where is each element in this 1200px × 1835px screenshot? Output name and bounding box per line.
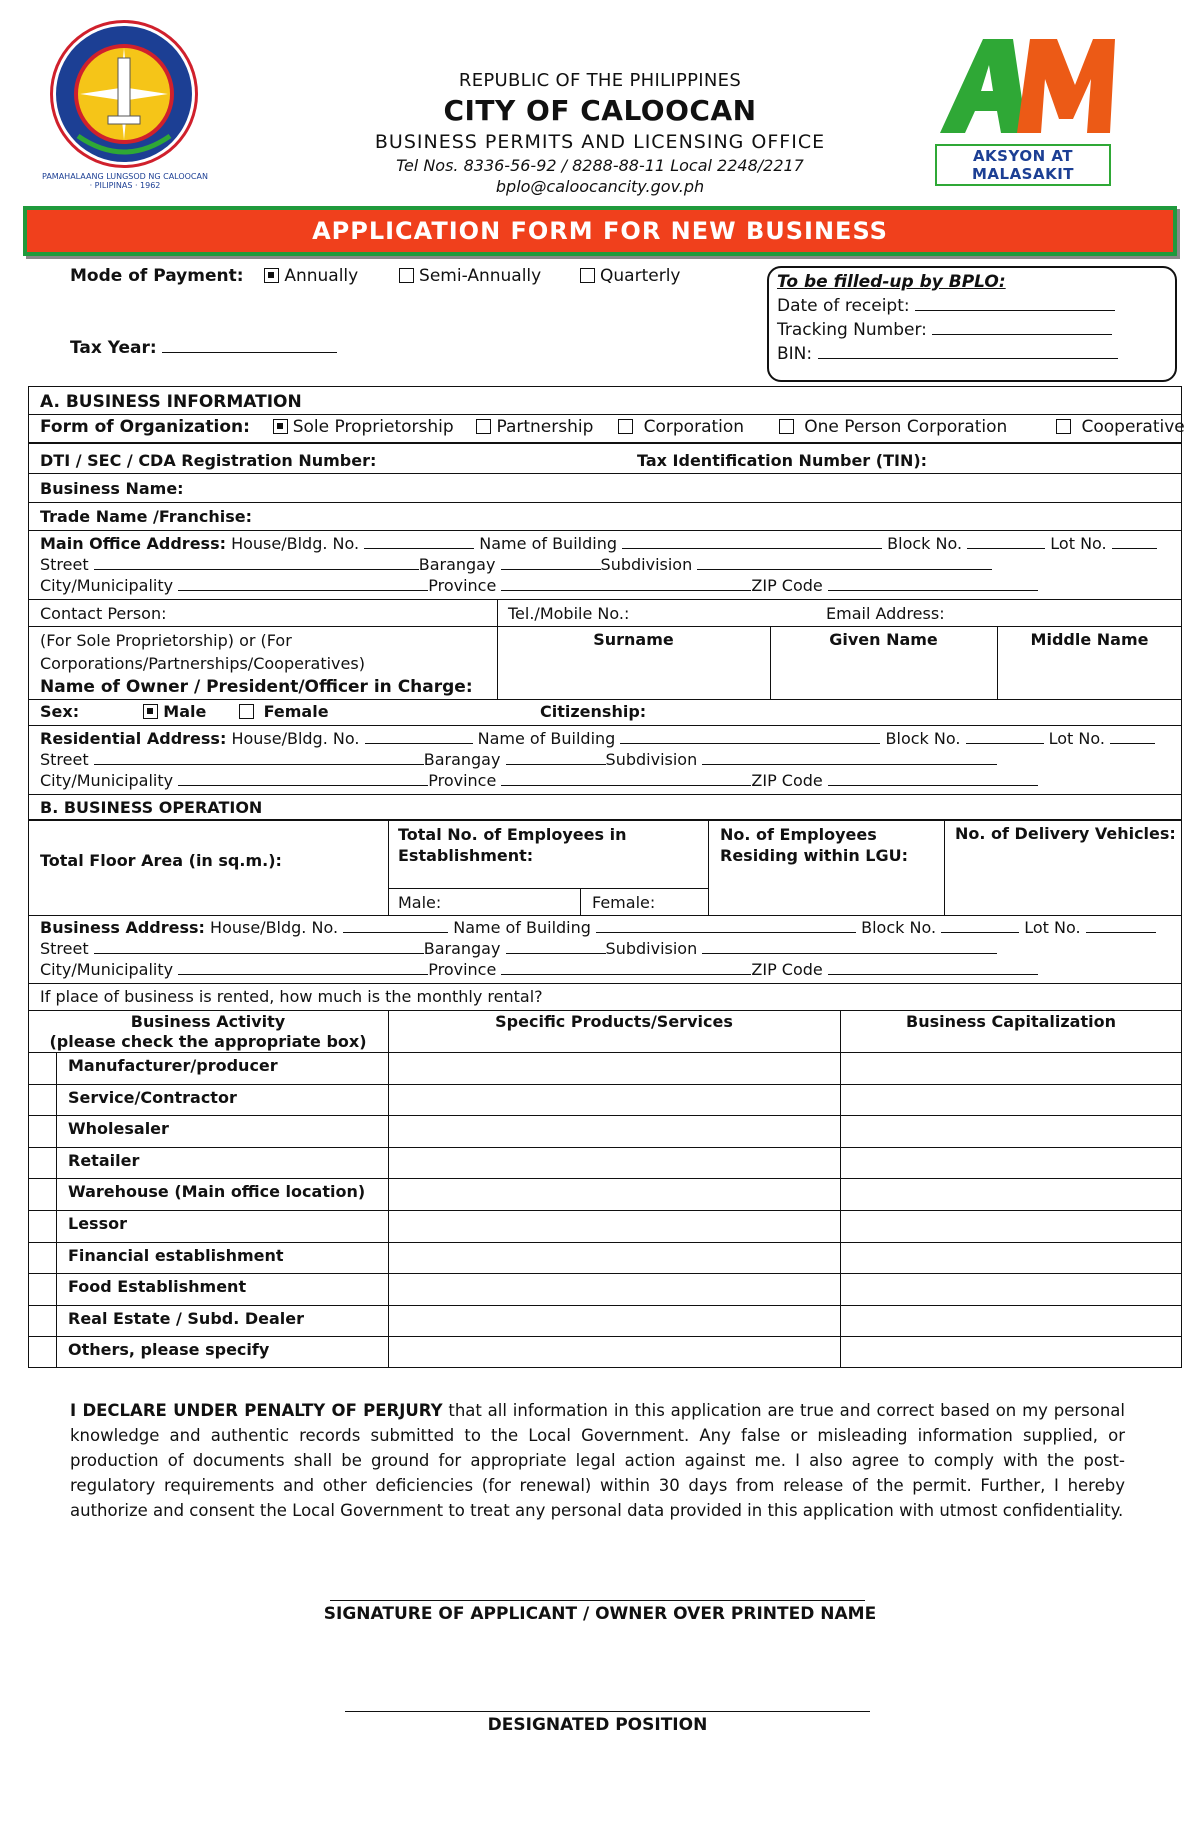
activity-capital-cell[interactable] [840,1084,1182,1116]
sex-label: Sex: [40,702,80,721]
res-lot-field[interactable] [1110,729,1155,744]
activity-label: Food Establishment [68,1277,247,1297]
biz-subdivision-field[interactable] [702,939,997,954]
org-row [40,417,1185,437]
res-block-label: Block No. [885,729,961,748]
activity-capital-cell[interactable] [840,1115,1182,1147]
biz-block-field[interactable] [941,918,1019,933]
res-city-label: City/Municipality [40,771,174,790]
biz-building-label: Name of Building [453,918,591,937]
tin-label: Tax Identification Number (TIN): [637,451,928,470]
activity-products-cell[interactable] [388,1210,840,1242]
payment-quarterly-label: Quarterly [600,266,681,286]
seal-caption: PAMAHALAANG LUNGSOD NG CALOOCAN · PILIPINAS · 1962 [42,172,208,190]
bin-label: BIN: [777,344,813,364]
signature-line[interactable] [330,1600,865,1601]
tax-year-label: Tax Year: [70,338,157,358]
activity-capital-cell[interactable] [840,1336,1182,1368]
biz-block-label: Block No. [861,918,937,937]
res-barangay-field[interactable] [506,750,606,765]
section-a-heading: A. BUSINESS INFORMATION [40,392,302,412]
city-title: CITY OF CALOOCAN [443,94,757,127]
biz-barangay-field[interactable] [506,939,606,954]
activity-checkbox[interactable] [28,1273,56,1305]
biz-lot-label: Lot No. [1024,918,1081,937]
header-text [300,70,900,196]
receipt-date-label: Date of receipt: [777,296,910,316]
res-zip-label: ZIP Code [751,771,823,790]
payment-annually-label: Annually [284,266,359,286]
org-corporation-label: Corporation [643,417,745,437]
main-office-label: Main Office Address: [40,534,226,553]
res-lot-label: Lot No. [1048,729,1105,748]
activity-label: Lessor [68,1214,127,1233]
activity-label: Financial establishment [68,1245,284,1265]
activity-products-cell[interactable] [388,1115,840,1147]
section-b-heading: B. BUSINESS OPERATION [40,798,263,817]
res-subdivision-field[interactable] [702,750,997,765]
tracking-number-label: Tracking Number: [777,320,927,340]
res-block-field[interactable] [966,729,1044,744]
mo-province-field[interactable] [501,576,751,591]
female-employees-label: Female: [592,893,656,912]
mo-street-label: Street [40,555,89,574]
res-city-field[interactable] [178,771,428,786]
activity-products-cell[interactable] [388,1242,840,1274]
position-line[interactable] [345,1711,870,1712]
activity-capital-cell[interactable] [840,1210,1182,1242]
org-opc-label: One Person Corporation [804,417,1008,437]
main-office-row-2 [40,555,992,574]
mo-block-label: Block No. [887,534,963,553]
residential-label: Residential Address: [40,729,227,748]
mo-zip-field[interactable] [828,576,1038,591]
activity-capital-cell[interactable] [840,1178,1182,1210]
mo-street-field[interactable] [94,555,419,570]
biz-row-2 [40,939,997,958]
activity-row [28,1242,1182,1274]
activity-checkbox[interactable] [28,1210,56,1242]
form-title: APPLICATION FORM FOR NEW BUSINESS [312,217,888,245]
mo-house-field[interactable] [364,534,474,549]
res-row-2 [40,750,997,769]
res-building-label: Name of Building [477,729,616,748]
business-address-label: Business Address: [40,918,205,937]
bplo-box [767,266,1177,382]
floor-area-label: Total Floor Area (in sq.m.): [40,851,282,870]
contact-label: Contact Person: [40,604,167,623]
mo-city-label: City/Municipality [40,576,174,595]
sex-male-label: Male [163,702,207,721]
res-province-field[interactable] [501,771,751,786]
payment-annually-checkbox[interactable] [264,268,279,283]
lgu-employees-label: No. of Employees Residing within LGU: [720,825,908,865]
email-address-label: Email Address: [826,604,945,623]
activity-products-cell[interactable] [388,1147,840,1179]
sex-female-label: Female [263,702,329,721]
activity-products-cell[interactable] [388,1052,840,1084]
org-cooperative-label: Cooperative [1081,417,1185,437]
biz-barangay-label: Barangay [423,939,501,958]
org-corporation-checkbox[interactable] [618,419,633,434]
activity-checkbox[interactable] [28,1336,56,1368]
office-label: BUSINESS PERMITS AND LICENSING OFFICE [374,131,826,153]
biz-house-label: House/Bldg. No. [210,918,339,937]
activity-checkbox[interactable] [28,1242,56,1274]
declaration-body: that all information in this application are true and correct based on my personal knowledge and authentic records submitted to the Local Government. Any false or misleading information supplied, or production of documents shall be ground for appropriate legal action against me. I also agree to comply with the post-regulatory requirements and other deficiencies (for renewal) within 30 days from release of the permit. Further, I hereby authorize and consent the Local Government to treat any personal data provided in this application with utmost confidentiality. [70,1401,1125,1520]
title-banner [23,206,1177,256]
republic-label: REPUBLIC OF THE PHILIPPINES [458,70,742,91]
capital-header: Business Capitalization [906,1012,1116,1031]
res-house-label: House/Bldg. No. [231,729,360,748]
res-barangay-label: Barangay [423,750,501,769]
res-street-label: Street [40,750,89,769]
activity-capital-cell[interactable] [840,1242,1182,1274]
activity-header-line1: Business Activity [130,1012,286,1031]
org-sole-label: Sole Proprietorship [292,417,454,437]
activity-products-cell[interactable] [388,1336,840,1368]
sex-female-checkbox[interactable] [239,704,254,719]
activity-row [28,1178,1182,1210]
activity-row [28,1115,1182,1147]
activity-checkbox[interactable] [28,1305,56,1337]
activity-label: Others, please specify [68,1340,270,1360]
declaration [70,1398,1125,1523]
tax-year-row [70,338,337,358]
payment-semiannual-label: Semi-Annually [419,266,542,286]
dti-label: DTI / SEC / CDA Registration Number: [40,451,377,470]
mo-subdivision-label: Subdivision [600,555,693,574]
male-employees-label: Male: [398,893,442,912]
res-street-field[interactable] [94,750,424,765]
activity-checkbox[interactable] [28,1115,56,1147]
mo-lot-field[interactable] [1112,534,1157,549]
signature-label: SIGNATURE OF APPLICANT / OWNER OVER PRINTED NAME [323,1604,877,1624]
res-row-3 [40,771,1038,790]
activity-capital-cell[interactable] [840,1305,1182,1337]
mo-lot-label: Lot No. [1050,534,1107,553]
activity-header [28,1012,388,1052]
biz-row-1 [40,918,1156,937]
activity-header-line2: (please check the appropriate box) [49,1032,367,1051]
activity-row [28,1336,1182,1368]
position-label: DESIGNATED POSITION [487,1715,708,1735]
activity-checkbox[interactable] [28,1178,56,1210]
res-building-field[interactable] [620,729,880,744]
activity-label: Service/Contractor [68,1087,237,1107]
biz-city-field[interactable] [178,960,428,975]
given-name-label: Given Name [829,630,938,649]
tel-label: Tel Nos. 8336-56-92 / 8288-88-11 Local 2248/2217 [396,156,804,175]
mo-block-field[interactable] [967,534,1045,549]
mo-city-field[interactable] [178,576,428,591]
biz-province-label: Province [428,960,497,979]
activity-label: Warehouse (Main office location) [68,1182,366,1202]
receipt-date-field[interactable] [915,296,1115,311]
tax-year-field[interactable] [162,338,337,353]
delivery-vehicles-label: No. of Delivery Vehicles: [955,824,1176,843]
tel-mobile-label: Tel./Mobile No.: [508,604,630,623]
mo-province-label: Province [428,576,497,595]
payment-semiannual-checkbox[interactable] [399,268,414,283]
declaration-lead: I DECLARE UNDER PENALTY OF PERJURY [70,1401,443,1420]
org-partnership-label: Partnership [496,417,594,437]
mo-barangay-label: Barangay [418,555,496,574]
middle-name-label: Middle Name [1030,630,1149,649]
owner-label: Name of Owner / President/Officer in Charge: [40,677,473,697]
res-house-field[interactable] [365,729,473,744]
mo-zip-label: ZIP Code [751,576,823,595]
email-label: bplo@caloocancity.gov.ph [495,177,705,196]
activity-label: Wholesaler [68,1119,169,1139]
mo-building-label: Name of Building [479,534,617,553]
org-partnership-checkbox[interactable] [476,419,491,434]
activity-products-cell[interactable] [388,1273,840,1305]
sex-male-checkbox[interactable] [143,704,158,719]
activity-row [28,1147,1182,1179]
biz-house-field[interactable] [343,918,448,933]
surname-label: Surname [593,630,674,649]
activity-row [28,1210,1182,1242]
activity-label: Retailer [68,1150,140,1170]
citizenship-label: Citizenship: [540,702,647,721]
org-cooperative-checkbox[interactable] [1056,419,1071,434]
org-opc-checkbox[interactable] [779,419,794,434]
am-logo [935,35,1115,183]
rental-label: If place of business is rented, how much is the monthly rental? [40,987,543,1006]
activity-checkbox[interactable] [28,1084,56,1116]
payment-label: Mode of Payment: [70,266,244,286]
owner-note-1: (For Sole Proprietorship) or (For [40,631,292,650]
payment-row [70,266,680,286]
activity-row [28,1305,1182,1337]
activity-checkbox[interactable] [28,1147,56,1179]
res-zip-field[interactable] [828,771,1038,786]
activity-capital-cell[interactable] [840,1147,1182,1179]
owner-note-2: Corporations/Partnerships/Cooperatives) [40,654,365,673]
org-sole-checkbox[interactable] [273,419,288,434]
biz-lot-field[interactable] [1086,918,1156,933]
activity-checkbox[interactable] [28,1052,56,1084]
mo-subdivision-field[interactable] [697,555,992,570]
logo-tagline: AKSYON AT MALASAKIT [935,144,1111,186]
biz-province-field[interactable] [501,960,751,975]
activity-capital-cell[interactable] [840,1273,1182,1305]
bplo-title: To be filled-up by BPLO: [777,272,1006,292]
products-header: Specific Products/Services [495,1012,733,1031]
activity-row [28,1084,1182,1116]
res-subdivision-label: Subdivision [605,750,698,769]
biz-zip-label: ZIP Code [751,960,823,979]
trade-name-label: Trade Name /Franchise: [40,507,252,526]
business-name-label: Business Name: [40,479,184,498]
activity-row [28,1273,1182,1305]
city-seal [48,18,200,170]
biz-street-label: Street [40,939,89,958]
biz-city-label: City/Municipality [40,960,174,979]
tracking-number-field[interactable] [932,320,1112,335]
activity-products-cell[interactable] [388,1178,840,1210]
biz-zip-field[interactable] [828,960,1038,975]
activity-row [28,1052,1182,1084]
mo-barangay-field[interactable] [501,555,601,570]
payment-quarterly-checkbox[interactable] [580,268,595,283]
main-office-row-1 [40,534,1157,553]
activity-label: Real Estate / Subd. Dealer [68,1308,305,1328]
res-row-1 [40,729,1155,748]
employees-label: Total No. of Employees in Establishment: [398,825,627,865]
bin-field[interactable] [818,344,1118,359]
biz-subdivision-label: Subdivision [605,939,698,958]
mo-house-label: House/Bldg. No. [231,534,360,553]
activity-capital-cell[interactable] [840,1052,1182,1084]
activity-label: Manufacturer/producer [68,1056,278,1075]
res-province-label: Province [428,771,497,790]
biz-row-3 [40,960,1038,979]
activity-products-cell[interactable] [388,1305,840,1337]
activity-products-cell[interactable] [388,1084,840,1116]
main-office-row-3 [40,576,1038,595]
biz-building-field[interactable] [596,918,856,933]
biz-street-field[interactable] [94,939,424,954]
mo-building-field[interactable] [622,534,882,549]
sex-row [40,702,329,721]
org-label: Form of Organization: [40,417,250,437]
